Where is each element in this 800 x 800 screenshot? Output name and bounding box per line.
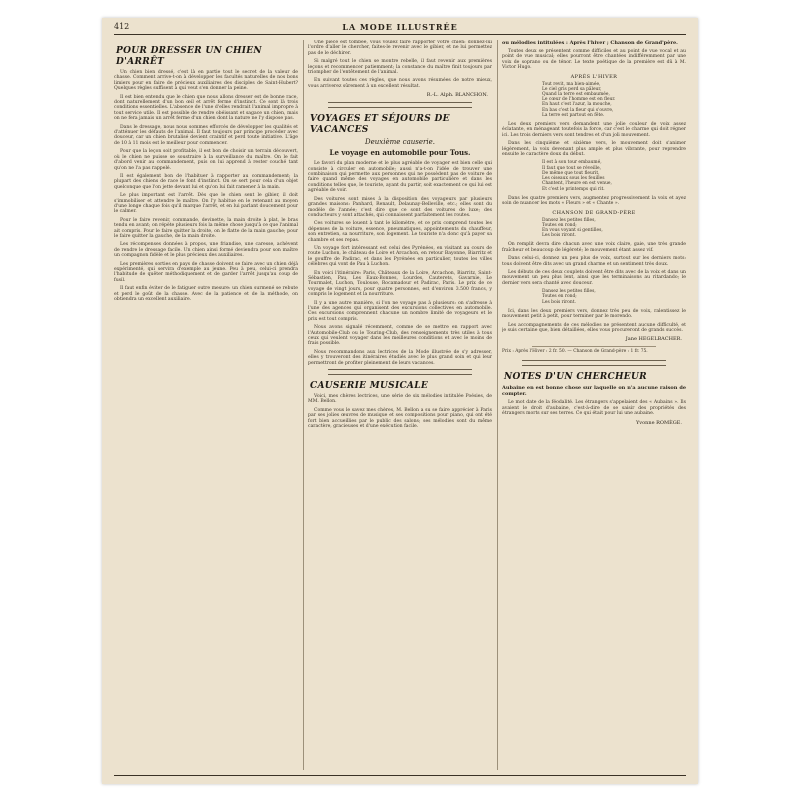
paragraph: Il est bien entendu que le chien que nous allons dresser est de bonne race, dont naturellement d'un bon œil et arrêt ferme d'instinct. Ce sont là trois conditions essentielles. L'absence de l'une d'elles rendrait l'animal impropre à tout service utile. Il est possible de rendre obéissant et sagace un chien, mais on ne fera jamais un arrêt ferme d'un chien dont la nature ne l'y dispose pas. — [114, 94, 298, 122]
verse: Tout revit, ma bien-aimée, Le ciel gris perd sa pâleur, Quand la terre est embaumée, Le cœur de l'homme est en fleur. En haut c'est l'azur, la mouche, En bas c'est la fleur qui s'ouvre, La terre est partout en fête. — [542, 81, 616, 118]
article-title-causerie: CAUSERIE MUSICALE — [310, 381, 428, 392]
paragraph: En suivant toutes ces règles, que nous avons résumées de notre mieux, vous arriverez sûrement à un excellent résultat. — [308, 78, 492, 89]
paragraph: Dans celui-ci, donnez un peu plus de voix, surtout sur les derniers mots: tous doivent être dits avec un grand charme et un sentiment très doux. — [502, 256, 686, 267]
paragraph: Dans les cinquième et sixième vers, le mouvement doit s'animer légèrement, la voix devenant plus ample et plus vibrante, pour reprendre ensuite le caractère doux du début. — [502, 141, 686, 158]
footer-rule — [114, 775, 686, 776]
column-divider — [303, 40, 304, 770]
paragraph: Les accompagnements de ces mélodies ne présentent aucune difficulté, et je suis certaine que, bien détaillées, elles vous procureront de grands succès. — [502, 322, 686, 333]
magazine-title: LA MODE ILLUSTRÉE — [342, 22, 458, 32]
paragraph: Aubaine en est bonne chose sur laquelle on n'a aucune raison de compter. — [502, 385, 686, 398]
paragraph: Toutes deux se présentent comme difficiles et au point de vue vocal et au point de vue musical; elles pourront être chantées indifféremment par une voix de soprano ou de ténor. Le texte poétique de la première est dû à M. Victor Hugo. — [502, 49, 686, 71]
paragraph: Les débuts de ces deux couplets doivent être dits avec de la voix et dans un mouvement un peu plus lent, ainsi que les terminaisons au ritardando; le dernier vers sera chanté avec douceur. — [502, 269, 686, 286]
signature: R.-L. Alph. BLANCHON. — [426, 92, 488, 99]
article-subtitle: Deuxième causerie. — [365, 138, 435, 147]
article-title-chien: POUR DRESSER UN CHIEN D'ARRÊT — [116, 46, 262, 67]
paragraph: Les récompenses données à propos, une friandise, une caresse, achèvent de rendre le dressage facile. Un chien ainsi formé deviendra pour son maître un compagnon fidèle et le plus précieux des auxiliaires. — [114, 242, 298, 259]
verse: Il est à son tour embaumé, Il faut que tout se réveille, De même que tout fleurit, Les oiseaux sous les feuilles Chantent, l'heure en est venue, Et c'est le printemps qui rit. — [542, 160, 612, 192]
page-number: 412 — [114, 22, 130, 31]
paragraph: Une pièce est tombée, vous voulez faire rapporter votre chien: donnez-lui l'ordre d'aller le chercher, faites-le revenir avec le gibier, et ne lui permettez pas de le déchirer. — [308, 40, 492, 56]
article-title-voyages: VOYAGES ET SÉJOURS DE VACANCES — [310, 114, 450, 136]
paragraph: Il faut enfin éviter de le fatiguer outre mesure: un chien surmené se rebute et perd le goût de la chasse. Avec de la patience et de la méthode, on obtiendra un excellent auxiliaire. — [114, 286, 298, 303]
header-rule — [114, 34, 686, 35]
paragraph: Ces voitures se louent à tant le kilomètre, et ce prix comprend toutes les dépenses de la voiture, essence, pneumatiques, appointements du chauffeur, son entretien, sa nourriture, son logement. Le touriste n'a donc qu'à payer sa chambre et ses repas. — [308, 221, 492, 243]
column-3 — [502, 40, 686, 770]
article-title-notes: NOTES D'UN CHERCHEUR — [504, 372, 647, 383]
paragraph: Il y a une autre manière, si l'on ne voyage pas à plusieurs: on s'adresse à l'une des agences qui organisent des excursions collectives en automobile. Ces excursions comprennent chacune un nombre limité de voyageurs et le prix est tout compris. — [308, 300, 492, 322]
footnote-rule — [532, 346, 656, 347]
paragraph: En voici l'itinéraire: Paris, Châteaux de la Loire, Arcachon, Biarritz, Saint-Sébastien, Pau, Les Eaux-Bonnes, Lourdes, Cauterets, Gavarnie, Le Tourmalet, Luchon, Toulouse, Rocamadour et Padirac, Paris. Le prix de ce voyage de vingt jours, pour quatre personnes, est d'environ 3.500 francs, y compris le logement et la nourriture. — [308, 270, 492, 298]
verse-title: CHANSON DE GRAND-PÈRE — [552, 209, 636, 216]
paragraph: Des voitures sont mises à la disposition des voyageurs par plusieurs grandes maisons: Panhard, Renault, Delaunay-Belleville, etc.; elles sont du modèle de l'année; c'est dire que ce sont des voitures de luxe; des conducteurs y sont attachés, qui connaissent parfaitement les routes. — [308, 196, 492, 218]
column-divider — [497, 40, 498, 770]
paragraph: Un chien bien dressé, c'est là en partie tout le secret de la valeur de chasse. Comment arrive-t-on à développer les facultés naturelles de nos bons limiers pour en faire de précieux auxiliaires des disciples de Saint-Hubert? Quelques règles suffisent à qui veut s'en donner la peine. — [114, 70, 298, 92]
column-1 — [114, 40, 298, 770]
ornament-divider — [522, 360, 666, 366]
paragraph: Dans les quatre premiers vers, augmentez progressivement la voix et ayez soin de nuancer les mots « Fleurs » et « Chante ». — [502, 195, 686, 207]
paragraph: Dans le dressage, nous nous sommes efforcés de développer les qualités et d'atténuer les défauts de l'animal. Il faut toujours par principe procéder avec douceur, car un chien brutalisé devient craintif et perd toute initiative. L'âge de 10 à 11 mois est le meilleur pour commencer. — [114, 124, 298, 146]
paragraph: Voici, mes chères lectrices, une série de six mélodies intitulée Poésies, de MM. Bellon. — [308, 394, 492, 405]
running-head — [114, 22, 686, 34]
footnote: Prix : Après l'Hiver : 2 fr. 50. — Chanson de Grand-père : 1 fr. 75. — [502, 349, 648, 355]
paragraph: Le favori du plan moderne et le plus agréable de voyager est bien celle qui consiste à circuler en automobile; aussi n'a-t-on l'idée de trouver une combinaison qui permette aux personnes qui ne possèdent pas de voiture de faire quand même des voyages en automobile particulière et dans les conditions telles que, le touriste, ayant du partir, soit exactement ce qui lui est agréable de voir. — [308, 161, 492, 194]
verse: Dansez les petites filles, Toutes en rond; Les bois riront. — [542, 289, 596, 305]
paragraph: Le mot date de la féodalité. Les étrangers s'appelaient des « Aubains ». Ils avaient le droit d'aubaine, c'est-à-dire de se saisir des propriétés des étrangers morts sur ses terres. Ce qui était pour lui une aubaine. — [502, 400, 686, 417]
signature: Yvonne ROMÈGE. — [636, 419, 682, 426]
column-2 — [308, 40, 492, 770]
paragraph: Pour le faire revenir, commande, devinette, la main droite à plat, le bras tendu en avant; on répète plusieurs fois la même chose jusqu'à ce que l'animal ait compris. Pour le faire quitter la droite, on le flatte de la main gauche; pour le faire quitter la gauche, de la main droite. — [114, 217, 298, 239]
paragraph: On remplit devra dire chacun avec une voix claire, gaie, une très grande fraîcheur et beaucoup de légèreté; le mouvement étant assez vif. — [502, 242, 686, 253]
paragraph: Nous recommandons aux lectrices de la Mode illustrée de s'y adresser, elles y trouveront des itinéraires étudiés avec le plus grand soin et qui leur permettront de profiter pleinement de leurs vacances. — [308, 349, 492, 366]
ornament-divider — [328, 369, 472, 375]
paragraph: Il est également bon de l'habituer à rapporter au commandement; la plupart des chiens de race le font d'instinct. On se sert pour cela d'un objet quelconque que l'on jette devant lui et qu'on lui fait ramener à la main. — [114, 173, 298, 190]
paragraph: Comme vous le savez mes chères, M. Bellon a su se faire apprécier à Paris par ses jolies œuvres de musique et ses compositions pour piano, qui ont été fort bien accueillies par le public des salons; ses mélodies sont du même caractère, gracieuses et d'une exécution facile. — [308, 407, 492, 430]
paragraph: Ici, dans les deux premiers vers, donnez très peu de voix, ralentissez le mouvement petit à petit, pour terminer par le morendo. — [502, 308, 686, 320]
signature: Jane HEGELBACHER. — [625, 336, 682, 343]
paragraph: Nous avons signalé récemment, comme de se mettre en rapport avec l'Automobile-Club ou le Touring-Club, des renseignements très utiles à tous ceux qui veulent voyager dans les meilleures conditions et avec le moins de frais possible. — [308, 325, 492, 347]
paragraph: Un voyage fort intéressant est celui des Pyrénées, en visitant au cours de route Luchon, le château de Loire et Arcachon, en retour Bayonne, Biarritz et le gouffre de Padirac, et dans les Pyrénées en particulier, toutes les villes célèbres qui vont de Pau à Luchon. — [308, 245, 492, 268]
paragraph: Pour que la leçon soit profitable, il est bon de choisir un terrain découvert, où le chien ne puisse se soustraire à la surveillance du maître. On le fait d'abord venir au commandement, puis on lui apprend à rester couché tant qu'on ne l'a pas rappelé. — [114, 149, 298, 171]
ornament-divider — [328, 102, 472, 108]
verse: Dansez les petites filles, Toutes en rond; En vous voyant si gentilles, Les bois riront. — [542, 217, 603, 239]
paragraph: Les premières sorties en pays de chasse doivent se faire avec un chien déjà expérimenté, qui servira d'exemple au jeune. Peu à peu, celui-ci prendra l'habitude de quêter méthodiquement et de garder l'arrêt jusqu'au coup de fusil. — [114, 261, 298, 283]
paragraph: Le plus important est l'arrêt. Dès que le chien sent le gibier, il doit s'immobiliser et attendre le maître. On l'y habitue en le retenant au moyen d'une longe chaque fois qu'il marque l'arrêt, et en lui parlant doucement pour le calmer. — [114, 193, 298, 215]
verse-title: APRÈS L'HIVER — [570, 73, 618, 80]
magazine-page — [102, 18, 698, 784]
paragraph: ou mélodies intitulées : Après l'hiver ; Chanson de Grand'père. — [502, 40, 678, 46]
paragraph: Les deux premiers vers demandent une jolie couleur de voix assez éclatante, en ménageant toutefois la force, car c'est le charme qui doit régner ici. Les trois derniers vers sont tendres et d'un joli mouvement. — [502, 122, 686, 138]
paragraph: Si malgré tout le chien se montre rebelle, il faut revenir aux premières leçons et recommencer patiemment; la constance du maître finit toujours par triompher de l'entêtement de l'animal. — [308, 59, 492, 76]
article-subtitle: Le voyage en automobile pour Tous. — [329, 148, 471, 158]
